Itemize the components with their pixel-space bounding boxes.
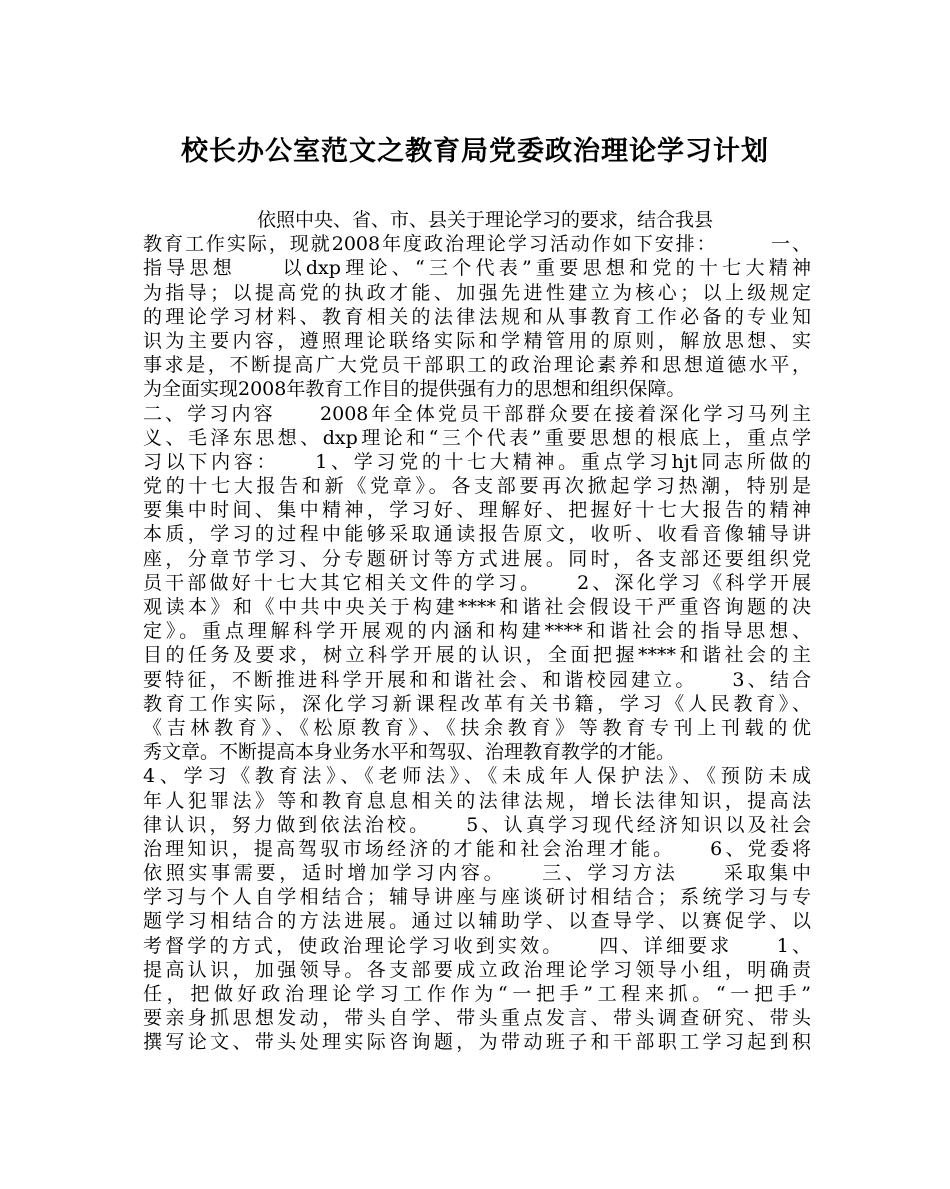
body-text-line: 要亲身抓思想发动，带头自学、带头重点发言、带头调查研究、带头: [143, 1007, 811, 1030]
body-text-line: 事求是，不断提高广大党员干部职工的政治理论素养和思想道德水平，: [143, 354, 811, 377]
body-text-line: 要集中时间、集中精神，学习好、理解好、把握好十七大报告的精神: [143, 499, 811, 522]
body-text-line: 题学习相结合的方法进展。通过以辅助学、以查导学、以赛促学、以: [143, 910, 811, 933]
body-text-line: 指导思想 以dxp理论、“三个代表”重要思想和党的十七大精神: [143, 257, 811, 280]
body-text-line: 二、学习内容 2008年全体党员干部群众要在接着深化学习马列主: [143, 402, 811, 425]
body-text-line: 教育工作实际，深化学习新课程改革有关书籍，学习《人民教育》、: [143, 692, 811, 715]
body-text-line: 要特征，不断推进科学开展和和谐社会、和谐校园建立。 3、结合: [143, 668, 811, 691]
body-text-line: 秀文章。不断提高本身业务水平和驾驭、治理教育教学的才能。: [143, 741, 676, 764]
body-text-line: 为指导；以提高党的执政才能、加强先进性建立为核心；以上级规定: [143, 281, 811, 304]
body-text-line: 考督学的方式，使政治理论学习收到实效。 四、详细要求 1、: [143, 934, 811, 957]
body-text-line: 撰写论文、带头处理实际咨询题，为带动班子和干部职工学习起到积: [143, 1031, 811, 1054]
body-text-line: 依照中央、省、市、县关于理论学习的要求，结合我县: [143, 209, 714, 231]
body-text-line: 义、毛泽东思想、dxp理论和“三个代表”重要思想的根底上，重点学: [143, 426, 811, 449]
body-text-line: 员干部做好十七大其它相关文件的学习。 2、深化学习《科学开展: [143, 571, 811, 594]
body-text-line: 观读本》和《中共中央关于构建****和谐社会假设干严重咨询题的决: [143, 596, 811, 618]
body-text-line: 学习与个人自学相结合；辅导讲座与座谈研讨相结合；系统学习与专: [143, 886, 811, 909]
body-text-line: 年人犯罪法》等和教育息息相关的法律法规，增长法律知识，提高法: [143, 789, 811, 812]
body-text-line: 的理论学习材料、教育相关的法律法规和从事教育工作必备的专业知: [143, 305, 811, 328]
body-text-line: 提高认识，加强领导。各支部要成立政治理论学习领导小组，明确责: [143, 958, 811, 981]
body-text-line: 习以下内容： 1、学习党的十七大精神。重点学习hjt同志所做的: [143, 450, 811, 473]
document-title: 校长办公室范文之教育局党委政治理论学习计划: [181, 136, 769, 167]
body-text-line: 律认识，努力做到依法治校。 5、认真学习现代经济知识以及社会: [143, 813, 811, 836]
body-text-line: 4、学习《教育法》、《老师法》、《未成年人保护法》、《预防未成: [143, 765, 811, 788]
body-text-line: 座，分章节学习、分专题研讨等方式进展。同时，各支部还要组织党: [143, 547, 811, 570]
body-text-line: 目的任务及要求，树立科学开展的认识，全面把握****和谐社会的主: [143, 644, 811, 667]
body-text-line: 治理知识，提高驾驭市场经济的才能和社会治理才能。 6、党委将: [143, 837, 811, 860]
body-text-line: 《吉林教育》、《松原教育》、《扶余教育》等教育专刊上刊载的优: [143, 716, 811, 739]
body-text-line: 任，把做好政治理论学习工作作为“一把手”工程来抓。“一把手”: [143, 983, 811, 1005]
body-text-line: 定》。重点理解科学开展观的内涵和构建****和谐社会的指导思想、: [143, 620, 811, 643]
body-text-line: 本质，学习的过程中能够采取通读报告原文，收听、收看音像辅导讲: [143, 523, 811, 546]
body-text-line: 教育工作实际，现就2008年度政治理论学习活动作如下安排： 一、: [143, 233, 811, 256]
body-text-line: 党的十七大报告和新《党章》。各支部要再次掀起学习热潮，特别是: [143, 475, 811, 498]
body-text-line: 为全面实现2008年教育工作目的提供强有力的思想和组织保障。: [143, 378, 686, 401]
body-text-line: 识为主要内容，遵照理论联络实际和学精管用的原则，解放思想、实: [143, 329, 811, 352]
document-body: [143, 208, 811, 1055]
body-text-line: 依照实事需要，适时增加学习内容。 三、学习方法 采取集中: [143, 862, 811, 885]
